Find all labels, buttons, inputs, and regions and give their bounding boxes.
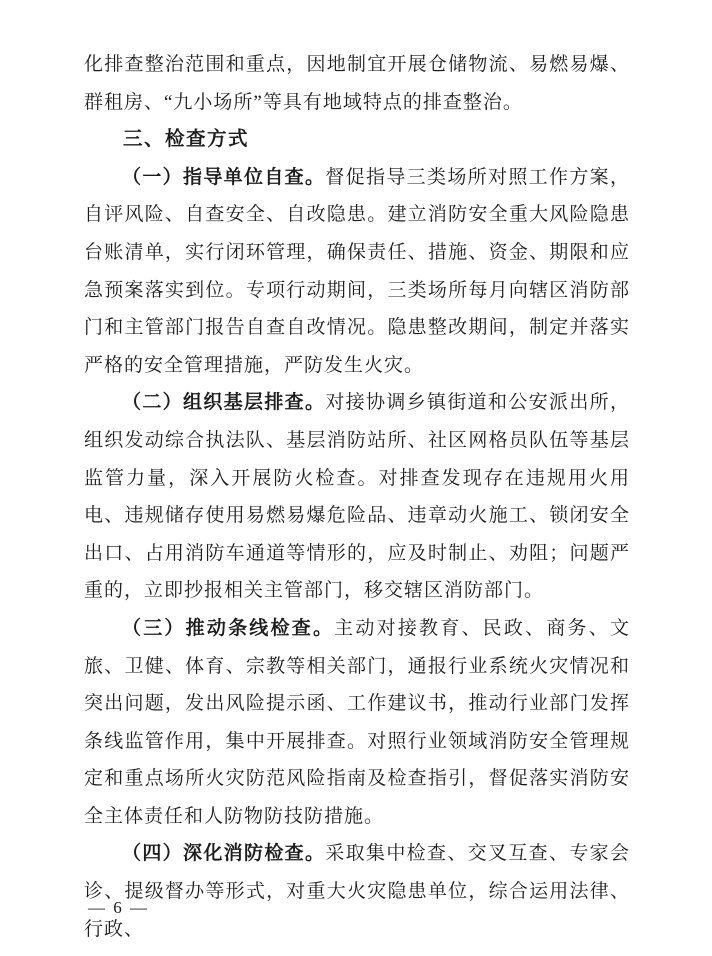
paragraph-3-body: 主动对接教育、民政、商务、文旅、卫健、体育、宗教等相关部门，通报行业系统火灾情况和突出问题，发出风险提示函、工作建议书，推动行业部门发挥条线监管作用，集中开展排查。对照行业领域消防安全管理规定和重点场所火灾防范风险指南及检查指引，督促落实消防安全主体责任和人防物防技防措施。 <box>84 617 630 827</box>
continuation-paragraph: 化排查整治范围和重点，因地制宜开展仓储物流、易燃易爆、群租房、“九小场所”等具有地域特点的排查整治。 <box>84 54 630 113</box>
paragraph-4-lead: （四）深化消防检查。 <box>122 843 326 865</box>
paragraph-1-lead: （一）指导单位自查。 <box>122 166 326 188</box>
paragraph-1 <box>84 159 630 385</box>
paragraph-3-lead: （三）推动条线检查。 <box>122 617 335 639</box>
paragraph-2-body: 对接协调乡镇街道和公安派出所，组织发动综合执法队、基层消防站所、社区网格员队伍等基层监管力量，深入开展防火检查。对排查发现存在违规用火用电、违规储存使用易燃易爆危险品、违章动火施工、锁闭安全出口、占用消防车通道等情形的，应及时制止、劝阻；问题严重的，立即抄报相关主管部门，移交辖区消防部门。 <box>84 392 630 602</box>
paragraph-4-body: 采取集中检查、交叉互查、专家会诊、提级督办等形式，对重大火灾隐患单位，综合运用法律、行政、 <box>84 843 630 940</box>
section-heading: 三、检查方式 <box>123 128 250 151</box>
paragraph-3 <box>84 610 630 836</box>
paragraph-2-lead: （二）组织基层排查。 <box>122 392 326 414</box>
paragraph-1-body: 督促指导三类场所对照工作方案，自评风险、自查安全、自改隐患。建立消防安全重大风险隐患台账清单，实行闭环管理，确保责任、措施、资金、期限和应急预案落实到位。专项行动期间，三类场所每月向辖区消防部门和主管部门报告自查自改情况。隐患整改期间，制定并落实严格的安全管理措施，严防发生火灾。 <box>84 166 630 376</box>
document-body <box>84 0 630 948</box>
page-number-footer: — 6 — <box>88 898 149 917</box>
paragraph-4 <box>84 835 630 948</box>
paragraph-2 <box>84 384 630 610</box>
